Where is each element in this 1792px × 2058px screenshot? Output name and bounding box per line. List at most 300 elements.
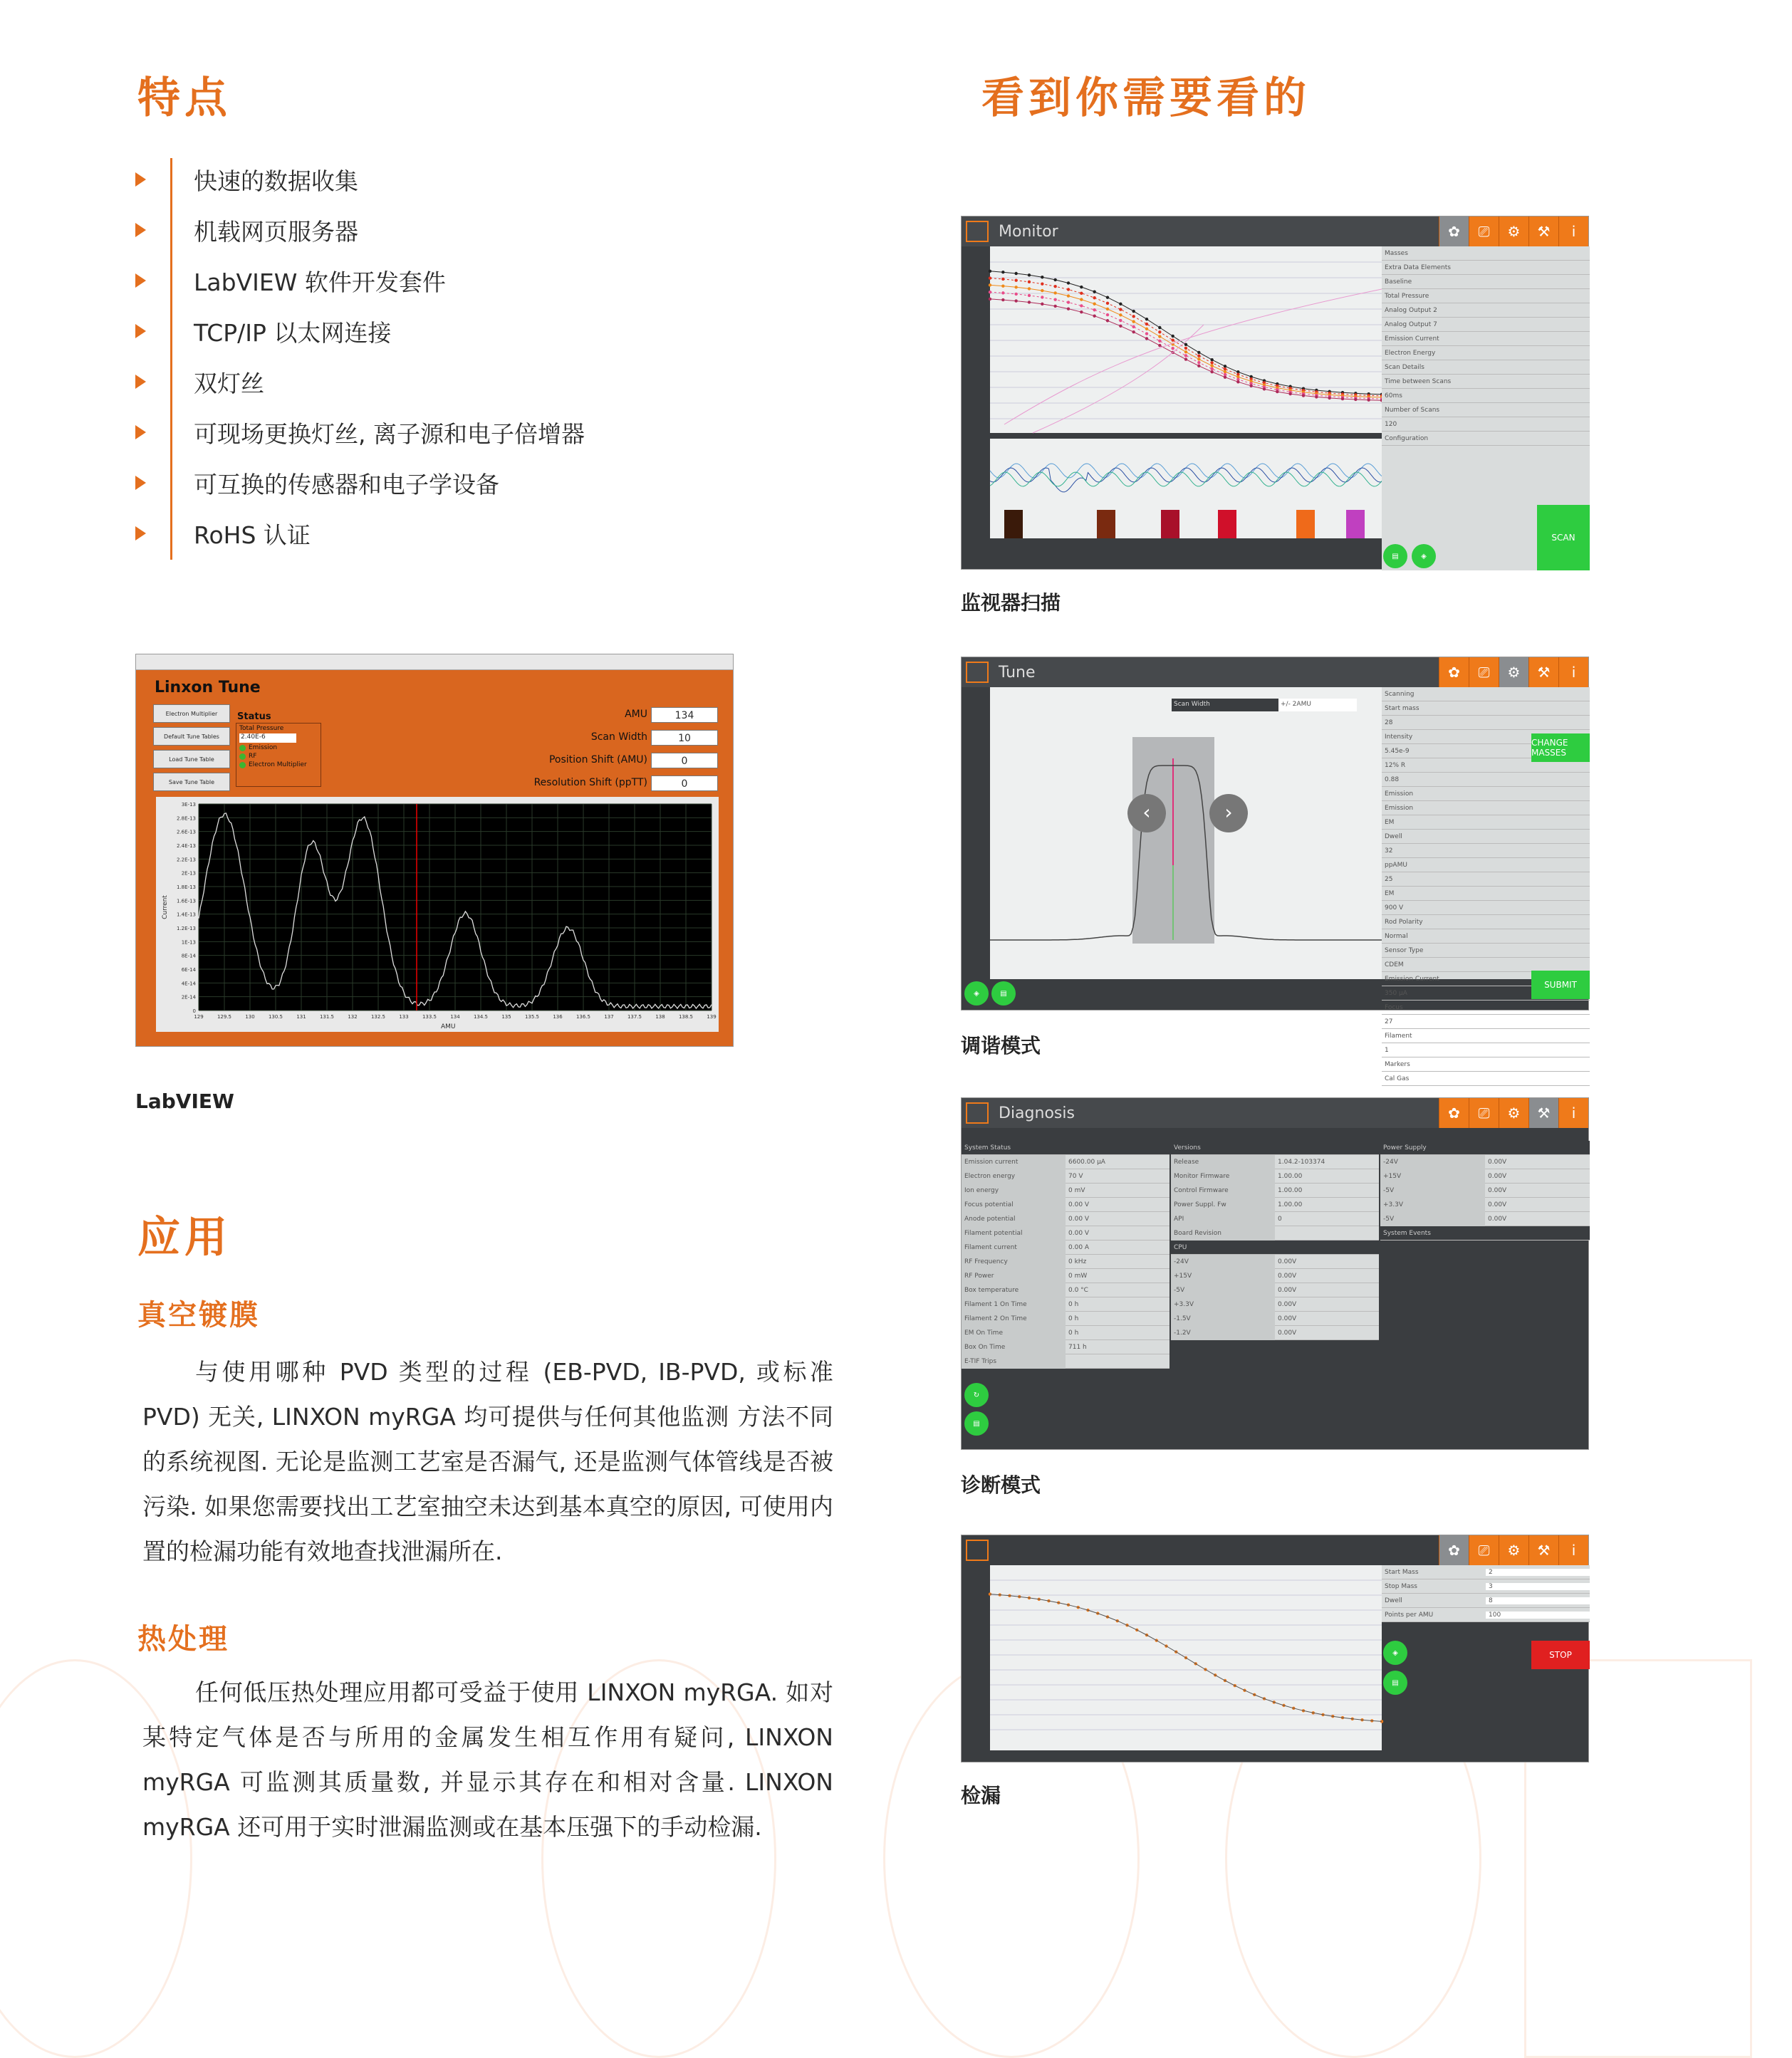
mass-bar bbox=[1296, 510, 1315, 538]
nodes-icon[interactable]: ✿ bbox=[1439, 657, 1469, 687]
table-row bbox=[1380, 1184, 1590, 1198]
led-label: Emission bbox=[249, 744, 278, 751]
table-row bbox=[962, 1255, 1170, 1269]
tune-side-row: EM bbox=[1382, 815, 1590, 830]
mass-bar bbox=[1004, 510, 1023, 538]
monitor-chart bbox=[990, 246, 1382, 433]
row-value: 0 mV bbox=[1068, 1186, 1085, 1194]
tune-side-row: 350 μA bbox=[1382, 986, 1590, 1001]
row-value bbox=[1275, 1226, 1379, 1240]
row-value: 70 V bbox=[1068, 1172, 1083, 1180]
x-tick-label: 134 bbox=[450, 1014, 460, 1020]
row-value: 0 h bbox=[1068, 1315, 1079, 1322]
scan-width-value[interactable]: +/- 2AMU bbox=[1278, 699, 1357, 711]
row-label: Filament current bbox=[962, 1240, 1066, 1255]
bullet-triangle-icon bbox=[135, 375, 146, 389]
monitor-side-row: 120 bbox=[1382, 417, 1590, 432]
monitor-side-row: Baseline bbox=[1382, 275, 1590, 289]
monitor-side-row: Total Pressure bbox=[1382, 289, 1590, 303]
tune-side-row: 28 bbox=[1382, 716, 1590, 730]
labview-leds bbox=[236, 744, 321, 768]
submit-button[interactable]: SUBMIT bbox=[1531, 971, 1590, 999]
gear-icon[interactable]: ⚙ bbox=[1499, 1535, 1528, 1565]
diagnosis-icons bbox=[1439, 1098, 1588, 1128]
row-label: Ion energy bbox=[962, 1184, 1066, 1198]
total-pressure-value: 2.40E-6 bbox=[239, 733, 296, 743]
monitor-point bbox=[1132, 325, 1135, 328]
table-row bbox=[962, 1184, 1170, 1198]
table-row bbox=[1171, 1326, 1379, 1340]
row-value: 0.00V bbox=[1488, 1215, 1507, 1223]
tune-side-row: Filament bbox=[1382, 1029, 1590, 1043]
y-tick-label: 1.2E-13 bbox=[177, 926, 196, 931]
refresh-icon[interactable]: ↻ bbox=[964, 1383, 989, 1407]
tune-side-row: Dwell bbox=[1382, 830, 1590, 844]
leak-side-row bbox=[1382, 1579, 1590, 1594]
row-label: Filament 2 On Time bbox=[962, 1312, 1066, 1326]
tune-button[interactable]: Save Tune Table bbox=[153, 773, 230, 791]
table-row bbox=[1171, 1297, 1379, 1312]
tune-side-row: 0.88 bbox=[1382, 773, 1590, 787]
tune-side-row: 1 bbox=[1382, 1043, 1590, 1057]
table-row bbox=[1171, 1169, 1379, 1184]
table-row bbox=[962, 1354, 1170, 1369]
y-tick-label: 2.6E-13 bbox=[177, 829, 196, 835]
table-row bbox=[962, 1283, 1170, 1297]
table-row bbox=[962, 1297, 1170, 1312]
info-icon[interactable]: i bbox=[1558, 1535, 1588, 1565]
table-row bbox=[1171, 1283, 1379, 1297]
tune-side-row: Rod Polarity bbox=[1382, 915, 1590, 929]
row-label: +15V bbox=[1171, 1269, 1275, 1283]
nodes-icon[interactable]: ✿ bbox=[1439, 1098, 1469, 1128]
monitor-point bbox=[1224, 367, 1226, 370]
table-row bbox=[1380, 1212, 1590, 1226]
bullet-triangle-icon bbox=[135, 172, 146, 187]
monitor-caption: 监视器扫描 bbox=[961, 591, 1061, 615]
row-value[interactable]: 8 bbox=[1486, 1597, 1590, 1604]
feature-item-text: 可互换的传感器和电子学设备 bbox=[194, 470, 499, 498]
labview-title: Linxon Tune bbox=[155, 679, 261, 696]
x-tick-label: 133.5 bbox=[422, 1014, 437, 1020]
bullet-triangle-icon bbox=[135, 273, 146, 288]
monitor-screen bbox=[961, 216, 1589, 570]
y-tick-label: 8E-14 bbox=[181, 953, 196, 959]
scan-button[interactable]: SCAN bbox=[1537, 505, 1590, 570]
feature-item-text: 快速的数据收集 bbox=[194, 167, 358, 195]
tune-side-row: CDEM bbox=[1382, 958, 1590, 972]
table-row bbox=[962, 1226, 1170, 1240]
bullet-triangle-icon bbox=[135, 324, 146, 338]
tune-caption: 调谐模式 bbox=[961, 1034, 1041, 1057]
row-label: Electron energy bbox=[962, 1169, 1066, 1184]
led-icon bbox=[239, 762, 246, 768]
x-tick-label: 135.5 bbox=[524, 1014, 540, 1020]
field-label: Position Shift (AMU) bbox=[548, 754, 647, 766]
monitor-plot-area bbox=[990, 246, 1382, 433]
leak-chart bbox=[990, 1565, 1382, 1750]
y-tick-label: 4E-14 bbox=[181, 981, 196, 987]
tune-title: Tune bbox=[999, 663, 1036, 681]
tune-side-row: 25 bbox=[1382, 872, 1590, 887]
field-value[interactable]: 0 bbox=[651, 775, 718, 791]
logo-icon bbox=[966, 1102, 989, 1124]
tune-side-row: Emission bbox=[1382, 787, 1590, 801]
feature-item bbox=[135, 259, 848, 302]
table-header: Power Supply bbox=[1380, 1141, 1590, 1155]
diagnosis-screen bbox=[961, 1097, 1589, 1450]
feature-item-text: 双灯丝 bbox=[194, 369, 264, 397]
info-icon[interactable]: i bbox=[1558, 657, 1588, 687]
monitor-icon[interactable]: ⎚ bbox=[1469, 657, 1499, 687]
x-tick-label: 138 bbox=[655, 1014, 665, 1020]
save-icon[interactable]: ▤ bbox=[991, 981, 1016, 1006]
table-row bbox=[1171, 1312, 1379, 1326]
section-heading-heat: 热处理 bbox=[137, 1623, 229, 1656]
info-icon[interactable]: i bbox=[1558, 1098, 1588, 1128]
led-icon bbox=[239, 745, 246, 751]
row-label: Box On Time bbox=[962, 1340, 1066, 1354]
tune-chart bbox=[990, 687, 1382, 979]
row-label: Stop Mass bbox=[1385, 1582, 1417, 1590]
row-value: 0 kHz bbox=[1068, 1258, 1087, 1265]
row-label: +15V bbox=[1380, 1169, 1485, 1184]
stop-button[interactable]: STOP bbox=[1531, 1641, 1590, 1669]
status-led bbox=[236, 744, 321, 751]
row-value: 1.04.2-103374 bbox=[1278, 1158, 1325, 1166]
monitor-side-row: Configuration bbox=[1382, 432, 1590, 446]
field-value[interactable]: 0 bbox=[651, 753, 718, 768]
row-value bbox=[1066, 1354, 1170, 1369]
mass-bar bbox=[1097, 510, 1115, 538]
diagnosis-title: Diagnosis bbox=[999, 1104, 1075, 1122]
table-row bbox=[962, 1340, 1170, 1354]
trend-line bbox=[990, 468, 1382, 492]
x-tick-label: 132 bbox=[348, 1014, 358, 1020]
monitor-point bbox=[1093, 296, 1095, 299]
right-title: 看到你需要看的 bbox=[981, 73, 1311, 123]
mass-icon[interactable]: ◈ bbox=[1412, 544, 1436, 568]
table-row bbox=[962, 1240, 1170, 1255]
row-value: 0 bbox=[1278, 1215, 1282, 1223]
monitor-point bbox=[1184, 354, 1187, 357]
row-label: -24V bbox=[1380, 1155, 1485, 1169]
row-label: -1.5V bbox=[1171, 1312, 1275, 1326]
leak-line bbox=[990, 1594, 1382, 1722]
monitor-side-row: Masses bbox=[1382, 246, 1590, 261]
leak-side-row bbox=[1382, 1594, 1590, 1608]
tune-side-row: Intensity bbox=[1382, 730, 1590, 744]
leak-side-row bbox=[1382, 1608, 1590, 1622]
row-value: 711 h bbox=[1068, 1343, 1087, 1351]
table-row bbox=[1380, 1169, 1590, 1184]
row-label: Power Suppl. Fw bbox=[1171, 1198, 1275, 1212]
field-label: AMU bbox=[625, 709, 647, 720]
tune-button[interactable]: Default Tune Tables bbox=[153, 727, 230, 746]
save-icon[interactable]: ▤ bbox=[1383, 544, 1407, 568]
y-tick-label: 3E-13 bbox=[181, 802, 196, 808]
table-row bbox=[962, 1326, 1170, 1340]
labview-caption: LabVIEW bbox=[135, 1090, 234, 1113]
save-icon[interactable]: ▤ bbox=[1383, 1671, 1407, 1695]
row-label: Dwell bbox=[1385, 1597, 1402, 1604]
y-tick-label: 1.4E-13 bbox=[177, 912, 196, 918]
tune-side-row: Scanning bbox=[1382, 687, 1590, 701]
x-tick-label: 138.5 bbox=[678, 1014, 694, 1020]
row-value: 0.00V bbox=[1278, 1272, 1297, 1280]
y-tick-label: 1.6E-13 bbox=[177, 898, 196, 904]
monitor-point bbox=[1210, 367, 1213, 370]
wrench-icon[interactable]: ⚒ bbox=[1528, 1098, 1558, 1128]
x-tick-label: 134.5 bbox=[473, 1014, 489, 1020]
monitor-series-line bbox=[1033, 325, 1204, 433]
row-value: 6600.00 μA bbox=[1068, 1158, 1105, 1166]
monitor-side-row: 60ms bbox=[1382, 389, 1590, 403]
leak-plot-area bbox=[990, 1565, 1382, 1750]
x-tick-label: 130 bbox=[245, 1014, 255, 1020]
tune-side-row: ppAMU bbox=[1382, 858, 1590, 872]
leak-sidebar bbox=[1382, 1565, 1590, 1622]
tune-button[interactable]: Electron Multiplier bbox=[153, 704, 230, 723]
row-label: +3.3V bbox=[1171, 1297, 1275, 1312]
feature-item bbox=[135, 310, 848, 352]
x-tick-label: 133 bbox=[399, 1014, 409, 1020]
section-body-heat: 任何低压热处理应用都可受益于使用 LINXON myRGA. 如对某特定气体是否与所用的金属发生相互作用有疑问, LINXON myRGA 可监测其质量数, 并显示其存在和相对含量. LINXON myRGA 还可用于实时泄漏监测或在基本压强下的手动检漏. bbox=[142, 1678, 833, 1841]
x-axis-label: AMU bbox=[441, 1023, 456, 1030]
nodes-icon[interactable]: ✿ bbox=[1439, 1535, 1469, 1565]
row-label: Focus potential bbox=[962, 1198, 1066, 1212]
section-heading-coating: 真空镀膜 bbox=[137, 1299, 260, 1332]
x-tick-label: 136 bbox=[553, 1014, 563, 1020]
monitor-side-row: Time between Scans bbox=[1382, 375, 1590, 389]
monitor-icons bbox=[1439, 216, 1588, 246]
table-row bbox=[1171, 1255, 1379, 1269]
nodes-icon[interactable]: ✿ bbox=[1439, 216, 1469, 246]
leak-icons bbox=[1439, 1535, 1588, 1565]
mass-bar bbox=[1218, 510, 1236, 538]
labview-status-label: Status bbox=[237, 711, 271, 722]
row-label: Board Revision bbox=[1171, 1226, 1275, 1240]
row-label: EM On Time bbox=[962, 1326, 1066, 1340]
feature-item-text: RoHS 认证 bbox=[194, 521, 311, 549]
x-tick-label: 129.5 bbox=[217, 1014, 232, 1020]
leak-side-row bbox=[1382, 1565, 1590, 1579]
feature-item bbox=[135, 512, 848, 555]
monitor-icon[interactable]: ⎚ bbox=[1469, 216, 1499, 246]
row-label: Filament potential bbox=[962, 1226, 1066, 1240]
field-label: Scan Width bbox=[590, 731, 647, 743]
x-tick-label: 139 bbox=[707, 1014, 717, 1020]
table-row bbox=[962, 1169, 1170, 1184]
x-tick-label: 137.5 bbox=[627, 1014, 642, 1020]
chevron-left-icon[interactable]: ‹ bbox=[1127, 794, 1166, 832]
y-tick-label: 2.8E-13 bbox=[177, 815, 196, 822]
row-value: 1.00.00 bbox=[1278, 1172, 1303, 1180]
row-value[interactable]: 100 bbox=[1486, 1612, 1590, 1619]
monitor-icon[interactable]: ⎚ bbox=[1469, 1535, 1499, 1565]
row-label: +3.3V bbox=[1380, 1198, 1485, 1212]
labview-status-box bbox=[236, 723, 321, 787]
table-row bbox=[1171, 1226, 1379, 1240]
y-tick-label: 2E-14 bbox=[181, 994, 196, 1001]
row-label: Monitor Firmware bbox=[1171, 1169, 1275, 1184]
monitor-icon[interactable]: ⎚ bbox=[1469, 1098, 1499, 1128]
row-value: 0.0 °C bbox=[1068, 1286, 1088, 1294]
x-tick-label: 129 bbox=[194, 1014, 204, 1020]
y-tick-label: 6E-14 bbox=[181, 967, 196, 973]
chevron-right-icon[interactable]: › bbox=[1209, 794, 1248, 832]
row-label: -5V bbox=[1171, 1283, 1275, 1297]
monitor-side-row: Scan Details bbox=[1382, 360, 1590, 375]
row-value: 0 h bbox=[1068, 1300, 1079, 1308]
row-label: RF Frequency bbox=[962, 1255, 1066, 1269]
row-label: Release bbox=[1171, 1155, 1275, 1169]
table-row bbox=[962, 1212, 1170, 1226]
table-row bbox=[962, 1312, 1170, 1326]
leak-screen bbox=[961, 1535, 1589, 1762]
x-tick-label: 136.5 bbox=[575, 1014, 591, 1020]
gear-icon[interactable]: ⚙ bbox=[1499, 216, 1528, 246]
monitor-point bbox=[1158, 340, 1161, 343]
wrench-icon[interactable]: ⚒ bbox=[1528, 1535, 1558, 1565]
labview-plot-frame bbox=[156, 797, 719, 1032]
table-row bbox=[1380, 1155, 1590, 1169]
table-row bbox=[1171, 1198, 1379, 1212]
row-value[interactable]: 2 bbox=[1486, 1569, 1590, 1576]
row-label: API bbox=[1171, 1212, 1275, 1226]
bullet-triangle-icon bbox=[135, 425, 146, 439]
leak-caption: 检漏 bbox=[961, 1784, 1001, 1807]
feature-item-text: TCP/IP 以太网连接 bbox=[194, 318, 392, 347]
table-header: CPU bbox=[1171, 1240, 1379, 1255]
row-value: 0.00 A bbox=[1068, 1243, 1090, 1251]
tune-side-row: Emission Current bbox=[1382, 972, 1590, 986]
save-icon[interactable]: ▤ bbox=[964, 1411, 989, 1436]
feature-item bbox=[135, 360, 848, 403]
row-value: 0.00 V bbox=[1068, 1229, 1090, 1237]
row-value: 1.00.00 bbox=[1278, 1201, 1303, 1208]
power-supply-table bbox=[1380, 1141, 1590, 1240]
row-value: 0.00V bbox=[1488, 1158, 1507, 1166]
labview-toolbar bbox=[136, 654, 733, 670]
applications-title: 应用 bbox=[137, 1213, 231, 1263]
labview-window bbox=[135, 654, 734, 1047]
monitor-trend-chart bbox=[990, 439, 1382, 538]
mass-icon[interactable]: ◈ bbox=[964, 981, 989, 1006]
row-value: 0.00V bbox=[1488, 1172, 1507, 1180]
feature-item bbox=[135, 158, 848, 201]
feature-item bbox=[135, 461, 848, 504]
table-row bbox=[962, 1155, 1170, 1169]
tune-side-row: Sensor Type bbox=[1382, 944, 1590, 958]
x-tick-label: 131 bbox=[296, 1014, 306, 1020]
table-row bbox=[1171, 1184, 1379, 1198]
tune-side-row: Focus bbox=[1382, 1001, 1590, 1015]
change-masses-button[interactable]: CHANGE MASSES bbox=[1531, 733, 1590, 762]
monitor-point bbox=[1145, 323, 1148, 325]
y-tick-label: 0 bbox=[192, 1008, 196, 1014]
monitor-lower-area bbox=[990, 439, 1382, 538]
wrench-icon[interactable]: ⚒ bbox=[1528, 216, 1558, 246]
row-value: 0.00V bbox=[1278, 1258, 1297, 1265]
info-icon[interactable]: i bbox=[1558, 216, 1588, 246]
field-label: Resolution Shift (ppTT) bbox=[533, 777, 647, 788]
feature-item bbox=[135, 411, 848, 454]
tune-side-row: 32 bbox=[1382, 844, 1590, 858]
tune-button[interactable]: Load Tune Table bbox=[153, 750, 230, 768]
row-label: -1.2V bbox=[1171, 1326, 1275, 1340]
row-value: 0 h bbox=[1068, 1329, 1079, 1337]
table-row bbox=[962, 1269, 1170, 1283]
mass-bar bbox=[1346, 510, 1365, 538]
row-label: Filament 1 On Time bbox=[962, 1297, 1066, 1312]
row-label: Start Mass bbox=[1385, 1568, 1419, 1576]
feature-item-text: 机载网页服务器 bbox=[194, 217, 358, 246]
y-tick-label: 2E-13 bbox=[181, 870, 196, 877]
row-label: Anode potential bbox=[962, 1212, 1066, 1226]
monitor-side-row: Analog Output 7 bbox=[1382, 318, 1590, 332]
versions-table bbox=[1171, 1141, 1379, 1340]
row-value: 0.00V bbox=[1278, 1329, 1297, 1337]
row-label: Box temperature bbox=[962, 1283, 1066, 1297]
tune-side-row: 900 V bbox=[1382, 901, 1590, 915]
labview-plot bbox=[156, 797, 719, 1032]
y-tick-label: 1.8E-13 bbox=[177, 884, 196, 890]
diagnosis-caption: 诊断模式 bbox=[961, 1473, 1041, 1497]
row-value: 0.00V bbox=[1278, 1286, 1297, 1294]
wrench-icon[interactable]: ⚒ bbox=[1528, 657, 1558, 687]
table-header: System Status bbox=[962, 1141, 1170, 1155]
monitor-series-line bbox=[990, 271, 1382, 395]
led-icon bbox=[239, 753, 246, 760]
row-value: 0.00 V bbox=[1068, 1215, 1090, 1223]
section-body-coating: 与使用哪种 PVD 类型的过程 (EB-PVD, IB-PVD, 或标准 PVD) 无关, LINXON myRGA 均可提供与任何其他监测 方法不同的系统视图. 无论是监测工艺室是否漏气, 还是监测气体管线是否被污染. 如果您需要找出工艺室抽空未达到基本真空的原因, 可使用内置的检漏功能有效地查找泄漏所在. bbox=[142, 1358, 833, 1565]
table-row bbox=[1171, 1269, 1379, 1283]
row-value[interactable]: 3 bbox=[1486, 1583, 1590, 1590]
monitor-point bbox=[1197, 354, 1200, 357]
row-value: 0.00 V bbox=[1068, 1201, 1090, 1208]
led-label: RF bbox=[249, 753, 257, 760]
gear-icon[interactable]: ⚙ bbox=[1499, 657, 1528, 687]
row-value: 0 mW bbox=[1068, 1272, 1088, 1280]
total-pressure-label: Total Pressure bbox=[239, 725, 284, 732]
tune-side-row: 27 bbox=[1382, 1015, 1590, 1029]
mass-icon[interactable]: ◈ bbox=[1383, 1641, 1407, 1665]
system-status-table bbox=[962, 1141, 1170, 1369]
row-label: -24V bbox=[1171, 1255, 1275, 1269]
monitor-title: Monitor bbox=[999, 222, 1058, 241]
monitor-side-row: Emission Current bbox=[1382, 332, 1590, 346]
field-value[interactable]: 10 bbox=[651, 730, 718, 746]
table-row bbox=[1171, 1155, 1379, 1169]
table-row bbox=[1380, 1198, 1590, 1212]
field-value[interactable]: 134 bbox=[651, 707, 718, 723]
tune-plot-area bbox=[990, 687, 1382, 979]
y-tick-label: 2.4E-13 bbox=[177, 843, 196, 849]
tune-side-row: 5.45e-9 bbox=[1382, 744, 1590, 758]
feature-item-text: 可现场更换灯丝, 离子源和电子倍增器 bbox=[194, 419, 585, 448]
monitor-point bbox=[1119, 308, 1122, 310]
table-header: System Events bbox=[1380, 1226, 1590, 1240]
x-tick-label: 131.5 bbox=[319, 1014, 335, 1020]
tune-side-row: EM bbox=[1382, 887, 1590, 901]
x-tick-label: 130.5 bbox=[268, 1014, 283, 1020]
tune-side-row: Normal bbox=[1382, 929, 1590, 944]
bullet-triangle-icon bbox=[135, 223, 146, 237]
gear-icon[interactable]: ⚙ bbox=[1499, 1098, 1528, 1128]
row-value: 0.00V bbox=[1278, 1315, 1297, 1322]
status-led bbox=[236, 761, 321, 768]
